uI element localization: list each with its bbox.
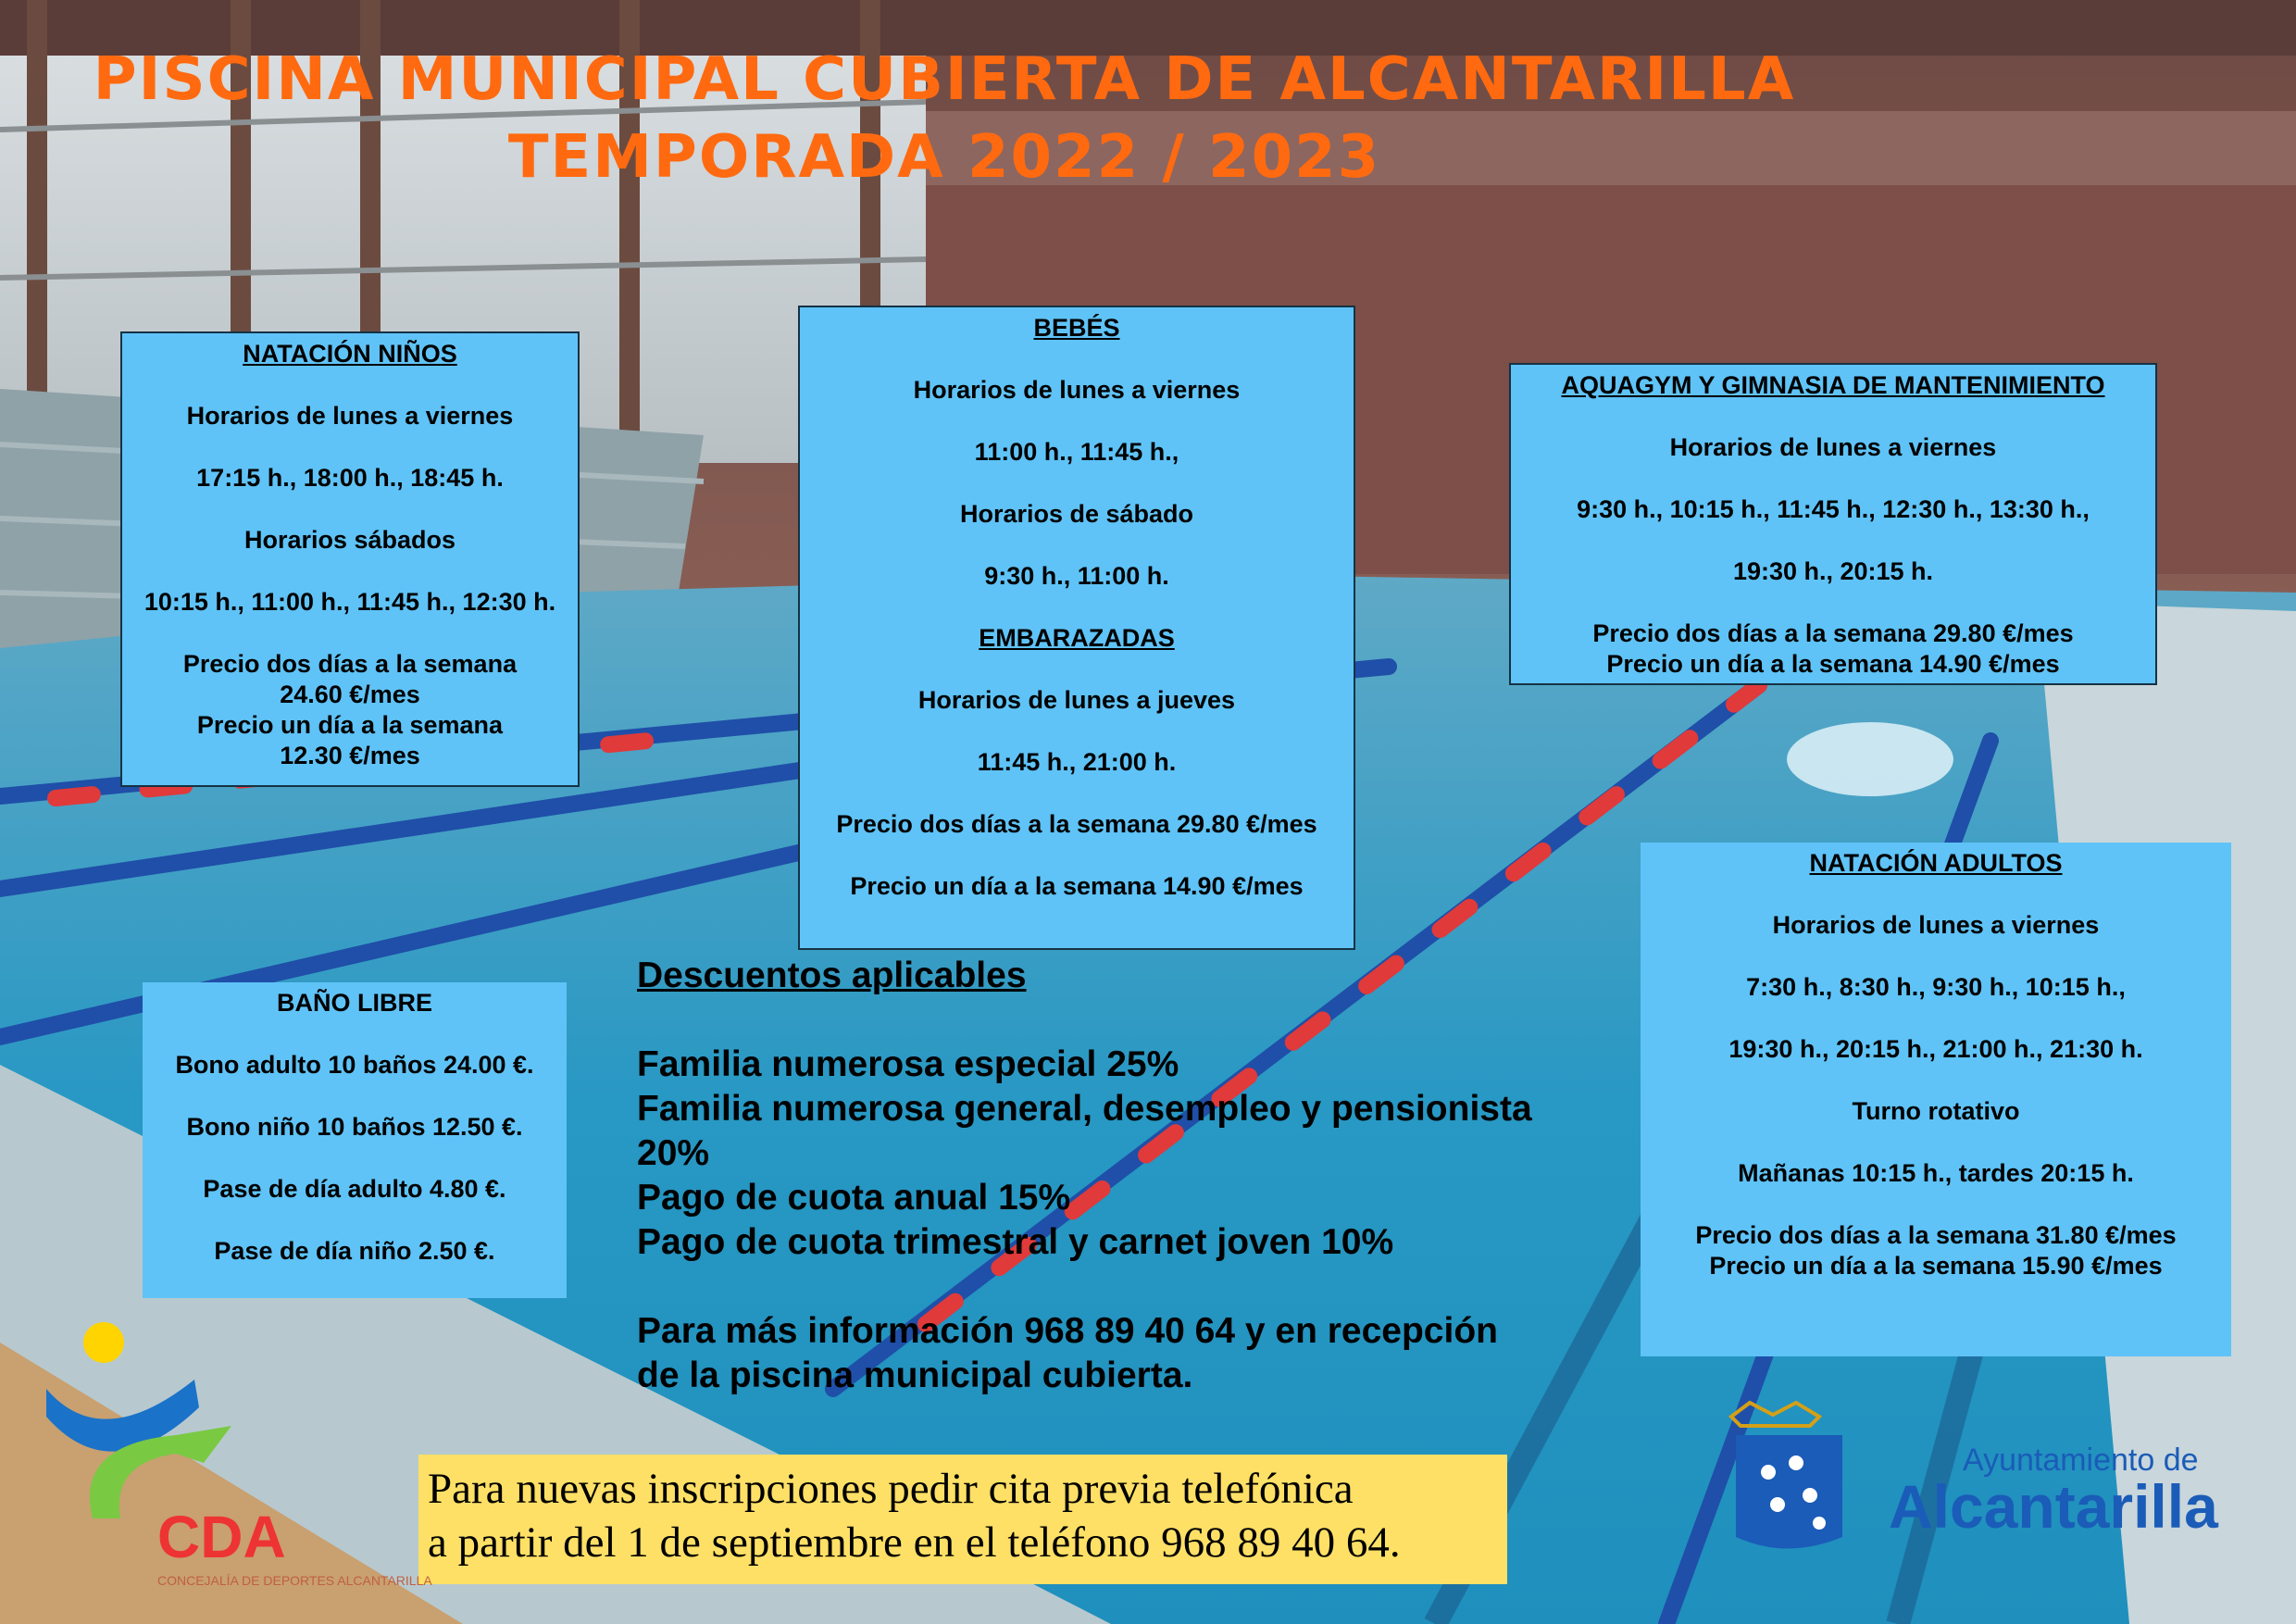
- bebes-price-two: Precio dos días a la semana 29.80 €/mes: [836, 810, 1317, 838]
- bano-pase-nino: Pase de día niño 2.50 €.: [214, 1237, 495, 1265]
- info-phone: Para más información 968 89 40 64 y en recepción: [637, 1311, 1498, 1351]
- discounts-section: [637, 954, 1655, 1398]
- aquagym-price-one: Precio un día a la semana 14.90 €/mes: [1606, 650, 2060, 678]
- adultos-box: [1641, 843, 2231, 1356]
- aquagym-price-two: Precio dos días a la semana 29.80 €/mes: [1592, 619, 2074, 647]
- ninos-weekday-times: 17:15 h., 18:00 h., 18:45 h.: [196, 464, 504, 492]
- notice-line1: Para nuevas inscripciones pedir cita previa telefónica: [428, 1465, 1354, 1513]
- adultos-heading: NATACIÓN ADULTOS: [1809, 849, 2063, 877]
- ninos-price-one-label: Precio un día a la semana: [196, 711, 504, 739]
- ayto-big-text: Alcantarilla: [1889, 1472, 2218, 1541]
- ayuntamiento-logo: [1722, 1398, 2259, 1583]
- ninos-saturday-times: 10:15 h., 11:00 h., 11:45 h., 12:30 h.: [144, 588, 556, 616]
- adultos-rotating-label: Turno rotativo: [1852, 1097, 2020, 1125]
- bebes-heading: BEBÉS: [1033, 314, 1120, 342]
- bano-heading: BAÑO LIBRE: [277, 989, 432, 1017]
- aquagym-morning-times: 9:30 h., 10:15 h., 11:45 h., 12:30 h., 13:30 h.,: [1577, 495, 2090, 523]
- bano-pase-adulto: Pase de día adulto 4.80 €.: [203, 1175, 506, 1203]
- ninos-heading: NATACIÓN NIÑOS: [243, 340, 457, 368]
- adultos-evening-times: 19:30 h., 20:15 h., 21:00 h., 21:30 h.: [1728, 1035, 2143, 1063]
- ninos-weekday-label: Horarios de lunes a viernes: [186, 402, 514, 430]
- adultos-price-one: Precio un día a la semana 15.90 €/mes: [1709, 1252, 2163, 1280]
- ninos-saturday-label: Horarios sábados: [243, 526, 456, 554]
- bebes-box: [798, 306, 1355, 950]
- discount-especial: Familia numerosa especial 25%: [637, 1044, 1179, 1084]
- registration-notice: [418, 1455, 1507, 1584]
- discounts-title: Descuentos aplicables: [637, 956, 1027, 995]
- ninos-price-two: 24.60 €/mes: [280, 681, 420, 708]
- ninos-price-two-label: Precio dos días a la semana: [182, 650, 518, 678]
- ninos-box: [120, 331, 580, 787]
- adultos-weekday-label: Horarios de lunes a viernes: [1772, 911, 2100, 939]
- bebes-saturday-label: Horarios de sábado: [959, 500, 1194, 528]
- cda-logo: [37, 1315, 432, 1611]
- cda-letters: CDA: [157, 1504, 286, 1570]
- discount-general: Familia numerosa general, desempleo y pensionista: [637, 1089, 1532, 1129]
- aquagym-evening-times: 19:30 h., 20:15 h.: [1732, 557, 1934, 585]
- discount-anual: Pago de cuota anual 15%: [637, 1178, 1071, 1218]
- poster-title: PISCINA MUNICIPAL CUBIERTA DE ALCANTARILLA: [93, 45, 1796, 114]
- bano-bono-adulto: Bono adulto 10 baños 24.00 €.: [175, 1051, 534, 1079]
- bebes-weekday-label: Horarios de lunes a viernes: [913, 376, 1241, 404]
- embarazadas-heading: EMBARAZADAS: [979, 624, 1175, 652]
- season-title: TEMPORADA 2022 / 2023: [507, 123, 1381, 192]
- bebes-weekday-times: 11:00 h., 11:45 h.,: [974, 438, 1179, 466]
- bebes-saturday-times: 9:30 h., 11:00 h.: [984, 562, 1169, 590]
- adultos-morning-times: 7:30 h., 8:30 h., 9:30 h., 10:15 h.,: [1746, 973, 2126, 1001]
- ayuntamiento-shield-icon: [1722, 1398, 2259, 1583]
- discount-trimestral: Pago de cuota trimestral y carnet joven 10%: [637, 1222, 1394, 1262]
- aquagym-box: [1509, 363, 2157, 685]
- aquagym-heading: AQUAGYM Y GIMNASIA DE MANTENIMIENTO: [1561, 371, 2105, 399]
- notice-line2: a partir del 1 de septiembre en el teléfono 968 89 40 64.: [428, 1518, 1401, 1567]
- embarazadas-label: Horarios de lunes a jueves: [917, 686, 1236, 714]
- cda-caption: CONCEJALÍA DE DEPORTES ALCANTARILLA: [157, 1573, 432, 1588]
- info-reception: de la piscina municipal cubierta.: [637, 1355, 1193, 1395]
- aquagym-weekday-label: Horarios de lunes a viernes: [1669, 433, 1997, 461]
- ayto-small-text: Ayuntamiento de: [1963, 1443, 2199, 1478]
- ninos-price-one: 12.30 €/mes: [280, 742, 420, 769]
- embarazadas-times: 11:45 h., 21:00 h.: [977, 748, 1177, 776]
- discount-general-pct: 20%: [637, 1133, 710, 1173]
- adultos-rotating-times: Mañanas 10:15 h., tardes 20:15 h.: [1738, 1159, 2134, 1187]
- cda-logo-icon: [37, 1315, 432, 1611]
- adultos-price-two: Precio dos días a la semana 31.80 €/mes: [1695, 1221, 2177, 1249]
- bano-libre-box: [143, 982, 567, 1298]
- bano-bono-nino: Bono niño 10 baños 12.50 €.: [186, 1113, 523, 1141]
- bebes-price-one: Precio un día a la semana 14.90 €/mes: [850, 872, 1304, 900]
